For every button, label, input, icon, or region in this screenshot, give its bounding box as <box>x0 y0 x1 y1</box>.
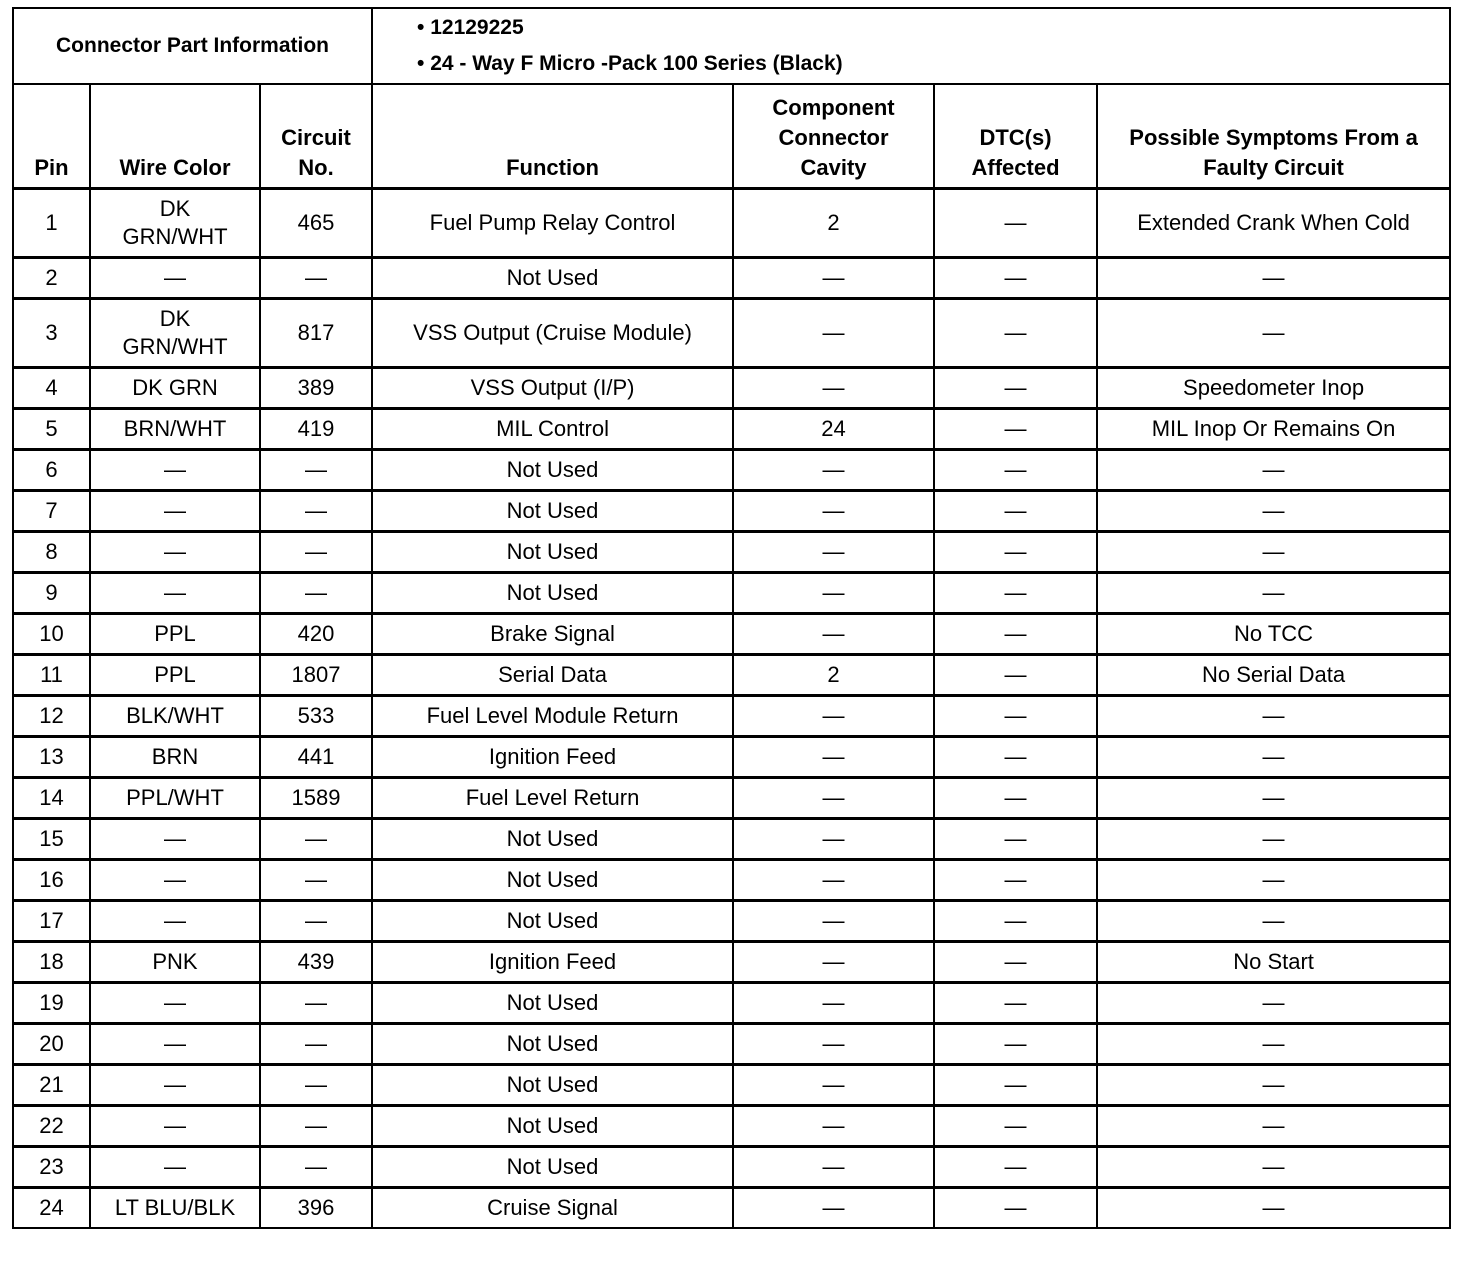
connector-pinout-table <box>12 7 1451 1229</box>
function-cell: Fuel Level Module Return <box>372 696 733 737</box>
wire-color-cell <box>90 696 260 737</box>
circuit-cell: — <box>260 1106 372 1147</box>
wire-color-line: BRN/WHT <box>123 416 227 441</box>
cavity-cell: — <box>733 491 934 532</box>
dtc-cell: — <box>934 1188 1097 1229</box>
dtc-cell: — <box>934 1147 1097 1188</box>
dtc-cell: — <box>934 491 1097 532</box>
symptom-cell: — <box>1097 299 1450 368</box>
header-circuit-no <box>260 84 372 189</box>
wire-color-line: — <box>164 990 186 1015</box>
circuit-cell: 1589 <box>260 778 372 819</box>
circuit-cell: 465 <box>260 189 372 258</box>
circuit-cell: — <box>260 860 372 901</box>
function-cell: Not Used <box>372 860 733 901</box>
wire-color-line: PPL/WHT <box>126 785 224 810</box>
table-row <box>13 450 1450 491</box>
function-cell: Not Used <box>372 983 733 1024</box>
wire-color-cell <box>90 1106 260 1147</box>
cavity-cell: — <box>733 1188 934 1229</box>
header-symptoms-line-2: Faulty Circuit <box>1203 155 1344 180</box>
circuit-cell: 420 <box>260 614 372 655</box>
symptom-cell: Speedometer Inop <box>1097 368 1450 409</box>
cavity-cell: — <box>733 696 934 737</box>
header-symptoms-line-1: Possible Symptoms From a <box>1129 125 1418 150</box>
dtc-cell: — <box>934 778 1097 819</box>
table-row <box>13 1106 1450 1147</box>
header-pin: Pin <box>13 84 90 189</box>
dtc-cell: — <box>934 655 1097 696</box>
wire-color-line: — <box>164 826 186 851</box>
function-cell: Ignition Feed <box>372 737 733 778</box>
dtc-cell: — <box>934 737 1097 778</box>
dtc-cell: — <box>934 614 1097 655</box>
wire-color-line: — <box>164 867 186 892</box>
wire-color-line: BLK/WHT <box>126 703 224 728</box>
wire-color-line: DK <box>159 196 191 221</box>
function-cell: Not Used <box>372 532 733 573</box>
header-cavity-line-2: Connector <box>778 125 889 150</box>
circuit-cell: — <box>260 258 372 299</box>
wire-color-cell <box>90 1065 260 1106</box>
symptom-cell: — <box>1097 901 1450 942</box>
header-component-connector-cavity <box>733 84 934 189</box>
table-row <box>13 1147 1450 1188</box>
pin-cell: 7 <box>13 491 90 532</box>
wire-color-line: — <box>164 1072 186 1097</box>
header-dtcs-line-2: Affected <box>971 155 1060 180</box>
header-circuit-no-line-1: Circuit <box>281 125 351 150</box>
pin-cell: 1 <box>13 189 90 258</box>
dtc-cell: — <box>934 901 1097 942</box>
wire-color-line: DK GRN <box>132 375 218 400</box>
symptom-cell: — <box>1097 778 1450 819</box>
wire-color-line: BRN <box>151 744 199 769</box>
table-row <box>13 1024 1450 1065</box>
dtc-cell: — <box>934 1065 1097 1106</box>
function-cell: Not Used <box>372 819 733 860</box>
table-row <box>13 901 1450 942</box>
circuit-cell: 396 <box>260 1188 372 1229</box>
connector-info-label: Connector Part Information <box>13 8 372 84</box>
dtc-cell: — <box>934 409 1097 450</box>
wire-color-cell <box>90 1188 260 1229</box>
dtc-cell: — <box>934 1106 1097 1147</box>
wire-color-line: — <box>164 265 186 290</box>
pin-cell: 17 <box>13 901 90 942</box>
wire-color-cell <box>90 1024 260 1065</box>
cavity-cell: — <box>733 258 934 299</box>
wire-color-line: — <box>164 1154 186 1179</box>
circuit-cell: — <box>260 1147 372 1188</box>
cavity-cell: — <box>733 368 934 409</box>
pin-cell: 6 <box>13 450 90 491</box>
dtc-cell: — <box>934 1024 1097 1065</box>
dtc-cell: — <box>934 573 1097 614</box>
cavity-cell: — <box>733 1065 934 1106</box>
cavity-cell: — <box>733 573 934 614</box>
function-cell: VSS Output (I/P) <box>372 368 733 409</box>
function-cell: VSS Output (Cruise Module) <box>372 299 733 368</box>
wire-color-cell <box>90 299 260 368</box>
function-cell: Cruise Signal <box>372 1188 733 1229</box>
circuit-cell: 439 <box>260 942 372 983</box>
dtc-cell: — <box>934 819 1097 860</box>
wire-color-line: — <box>164 908 186 933</box>
header-dtcs-line-1: DTC(s) <box>979 125 1052 150</box>
function-cell: Fuel Pump Relay Control <box>372 189 733 258</box>
wire-color-cell <box>90 614 260 655</box>
pin-cell: 2 <box>13 258 90 299</box>
table-row <box>13 258 1450 299</box>
wire-color-cell <box>90 409 260 450</box>
table-row <box>13 983 1450 1024</box>
connector-info-values <box>372 8 1450 84</box>
symptom-cell: Extended Crank When Cold <box>1097 189 1450 258</box>
symptom-cell: — <box>1097 1024 1450 1065</box>
cavity-cell: — <box>733 983 934 1024</box>
circuit-cell: 389 <box>260 368 372 409</box>
pin-cell: 3 <box>13 299 90 368</box>
table-row <box>13 491 1450 532</box>
circuit-cell: — <box>260 901 372 942</box>
function-cell: Not Used <box>372 1147 733 1188</box>
cavity-cell: 2 <box>733 655 934 696</box>
header-cavity-line-3: Cavity <box>800 155 867 180</box>
table-row <box>13 778 1450 819</box>
function-cell: Not Used <box>372 450 733 491</box>
table-row <box>13 614 1450 655</box>
function-cell: Not Used <box>372 901 733 942</box>
wire-color-cell <box>90 368 260 409</box>
wire-color-cell <box>90 189 260 258</box>
cavity-cell: — <box>733 942 934 983</box>
pin-cell: 24 <box>13 1188 90 1229</box>
connector-part-number: • 12129225 <box>417 16 524 39</box>
header-possible-symptoms <box>1097 84 1450 189</box>
symptom-cell: — <box>1097 258 1450 299</box>
pin-cell: 5 <box>13 409 90 450</box>
header-wire-color: Wire Color <box>90 84 260 189</box>
wire-color-cell <box>90 258 260 299</box>
circuit-cell: — <box>260 491 372 532</box>
table-row <box>13 942 1450 983</box>
pin-cell: 11 <box>13 655 90 696</box>
pin-cell: 12 <box>13 696 90 737</box>
table-row <box>13 573 1450 614</box>
table-row <box>13 368 1450 409</box>
wire-color-line: PNK <box>152 949 198 974</box>
pin-cell: 20 <box>13 1024 90 1065</box>
symptom-cell: — <box>1097 491 1450 532</box>
symptom-cell: MIL Inop Or Remains On <box>1097 409 1450 450</box>
cavity-cell: — <box>733 532 934 573</box>
symptom-cell: No Start <box>1097 942 1450 983</box>
wire-color-line: LT BLU/BLK <box>114 1195 236 1220</box>
header-cavity-line-1: Component <box>772 95 895 120</box>
header-dtcs-affected <box>934 84 1097 189</box>
function-cell: MIL Control <box>372 409 733 450</box>
table-row <box>13 1065 1450 1106</box>
cavity-cell: — <box>733 1147 934 1188</box>
pin-cell: 16 <box>13 860 90 901</box>
table-row <box>13 532 1450 573</box>
table-row <box>13 655 1450 696</box>
wire-color-line: — <box>164 580 186 605</box>
table-row <box>13 409 1450 450</box>
wire-color-cell <box>90 737 260 778</box>
table-row <box>13 189 1450 258</box>
symptom-cell: No TCC <box>1097 614 1450 655</box>
wire-color-line: — <box>164 539 186 564</box>
cavity-cell: — <box>733 778 934 819</box>
pin-cell: 22 <box>13 1106 90 1147</box>
dtc-cell: — <box>934 258 1097 299</box>
cavity-cell: 2 <box>733 189 934 258</box>
dtc-cell: — <box>934 983 1097 1024</box>
connector-description: • 24 - Way F Micro -Pack 100 Series (Black) <box>417 52 843 75</box>
wire-color-line: PPL <box>154 621 196 646</box>
symptom-cell: — <box>1097 573 1450 614</box>
dtc-cell: — <box>934 450 1097 491</box>
pin-cell: 18 <box>13 942 90 983</box>
cavity-cell: — <box>733 299 934 368</box>
header-circuit-no-line-2: No. <box>298 155 334 180</box>
wire-color-cell <box>90 655 260 696</box>
wire-color-line: PPL <box>154 662 196 687</box>
pin-cell: 10 <box>13 614 90 655</box>
function-cell: Not Used <box>372 573 733 614</box>
cavity-cell: 24 <box>733 409 934 450</box>
wire-color-cell <box>90 819 260 860</box>
symptom-cell: — <box>1097 1065 1450 1106</box>
header-function: Function <box>372 84 733 189</box>
wire-color-line: — <box>164 1031 186 1056</box>
function-cell: Not Used <box>372 1106 733 1147</box>
wire-color-cell <box>90 450 260 491</box>
dtc-cell: — <box>934 860 1097 901</box>
symptom-cell: — <box>1097 983 1450 1024</box>
table-row <box>13 737 1450 778</box>
cavity-cell: — <box>733 860 934 901</box>
pin-cell: 19 <box>13 983 90 1024</box>
wire-color-cell <box>90 491 260 532</box>
wire-color-line: — <box>164 457 186 482</box>
wire-color-cell <box>90 532 260 573</box>
wire-color-line: DK <box>159 306 191 331</box>
table-row <box>13 299 1450 368</box>
pin-cell: 9 <box>13 573 90 614</box>
symptom-cell: — <box>1097 737 1450 778</box>
circuit-cell: 1807 <box>260 655 372 696</box>
wire-color-cell <box>90 1147 260 1188</box>
function-cell: Brake Signal <box>372 614 733 655</box>
circuit-cell: 441 <box>260 737 372 778</box>
symptom-cell: — <box>1097 1106 1450 1147</box>
connector-info-row <box>13 8 1450 84</box>
cavity-cell: — <box>733 1024 934 1065</box>
function-cell: Not Used <box>372 1065 733 1106</box>
function-cell: Fuel Level Return <box>372 778 733 819</box>
function-cell: Not Used <box>372 258 733 299</box>
cavity-cell: — <box>733 614 934 655</box>
dtc-cell: — <box>934 189 1097 258</box>
pin-cell: 15 <box>13 819 90 860</box>
cavity-cell: — <box>733 819 934 860</box>
circuit-cell: — <box>260 983 372 1024</box>
wire-color-cell <box>90 573 260 614</box>
wire-color-line: — <box>164 498 186 523</box>
function-cell: Not Used <box>372 491 733 532</box>
function-cell: Not Used <box>372 1024 733 1065</box>
symptom-cell: — <box>1097 696 1450 737</box>
pin-cell: 8 <box>13 532 90 573</box>
pin-cell: 4 <box>13 368 90 409</box>
dtc-cell: — <box>934 299 1097 368</box>
symptom-cell: — <box>1097 1188 1450 1229</box>
pin-cell: 21 <box>13 1065 90 1106</box>
table-row <box>13 1188 1450 1229</box>
circuit-cell: — <box>260 573 372 614</box>
wire-color-cell <box>90 778 260 819</box>
wire-color-line: GRN/WHT <box>122 224 228 249</box>
symptom-cell: — <box>1097 450 1450 491</box>
circuit-cell: 533 <box>260 696 372 737</box>
symptom-cell: — <box>1097 532 1450 573</box>
wire-color-line: GRN/WHT <box>122 334 228 359</box>
wire-color-cell <box>90 901 260 942</box>
circuit-cell: 419 <box>260 409 372 450</box>
cavity-cell: — <box>733 450 934 491</box>
table-row <box>13 860 1450 901</box>
wire-color-cell <box>90 860 260 901</box>
circuit-cell: — <box>260 819 372 860</box>
circuit-cell: — <box>260 1065 372 1106</box>
table-row <box>13 696 1450 737</box>
pin-cell: 23 <box>13 1147 90 1188</box>
dtc-cell: — <box>934 696 1097 737</box>
table-row <box>13 819 1450 860</box>
pin-cell: 14 <box>13 778 90 819</box>
symptom-cell: — <box>1097 860 1450 901</box>
cavity-cell: — <box>733 1106 934 1147</box>
symptom-cell: — <box>1097 819 1450 860</box>
function-cell: Serial Data <box>372 655 733 696</box>
symptom-cell: — <box>1097 1147 1450 1188</box>
circuit-cell: — <box>260 450 372 491</box>
symptom-cell: No Serial Data <box>1097 655 1450 696</box>
function-cell: Ignition Feed <box>372 942 733 983</box>
dtc-cell: — <box>934 368 1097 409</box>
dtc-cell: — <box>934 532 1097 573</box>
cavity-cell: — <box>733 901 934 942</box>
pin-cell: 13 <box>13 737 90 778</box>
circuit-cell: — <box>260 1024 372 1065</box>
circuit-cell: 817 <box>260 299 372 368</box>
wire-color-cell <box>90 983 260 1024</box>
wire-color-cell <box>90 942 260 983</box>
circuit-cell: — <box>260 532 372 573</box>
wire-color-line: — <box>164 1113 186 1138</box>
dtc-cell: — <box>934 942 1097 983</box>
cavity-cell: — <box>733 737 934 778</box>
column-header-row <box>13 84 1450 189</box>
